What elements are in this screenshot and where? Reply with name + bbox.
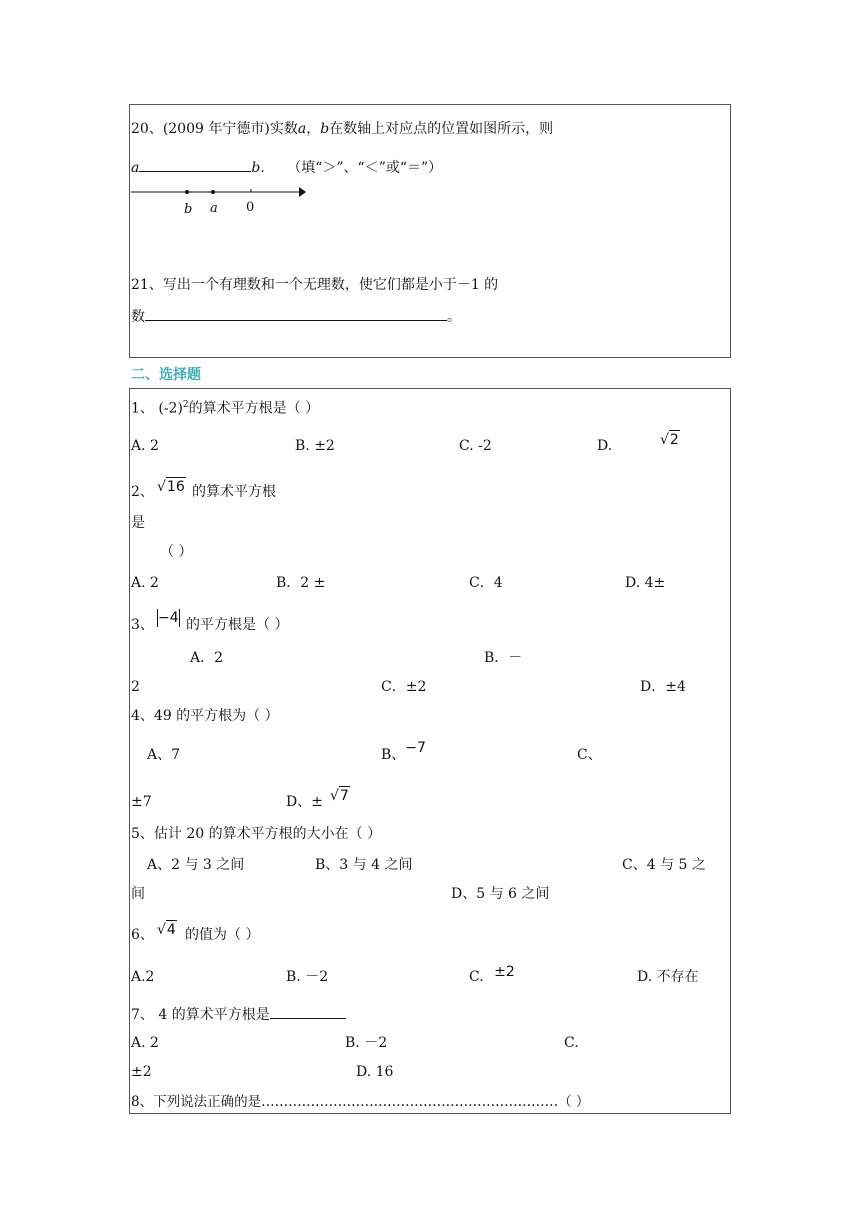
q2-num: 2、 — [131, 484, 154, 500]
q3-option-a[interactable]: A．2 — [190, 650, 224, 666]
q2-option-b[interactable]: B．2 ± — [276, 575, 326, 591]
q3-option-b-cont: 2 — [131, 679, 140, 695]
q5-option-c-cont: 间 — [131, 886, 145, 902]
q4-sqrt-7: √7 — [330, 788, 349, 804]
q1-option-c[interactable]: C. -2 — [459, 438, 492, 454]
q7-option-d[interactable]: D. 16 — [356, 1064, 394, 1080]
q2-sqrt-16: √16 — [157, 479, 185, 495]
q4-stem: 4、49 的平方根为（ ） — [131, 708, 279, 724]
q2-option-c[interactable]: C．4 — [469, 575, 503, 591]
axis-label-a: a — [210, 201, 218, 216]
q1-stem: 1、 $(-2)^2$的算术平方根是（ ） — [131, 400, 320, 417]
q21-answer-blank[interactable] — [145, 306, 447, 321]
q3-option-d[interactable]: D．±4 — [640, 679, 686, 695]
q2-stem2: 是 — [131, 515, 145, 531]
q4-option-c-cont: ±7 — [131, 794, 152, 810]
q6-num: 6、 — [131, 927, 154, 943]
q3-abs-minus4: −4 — [158, 610, 179, 626]
axis-label-zero: 0 — [246, 200, 255, 215]
q6-stem: 的值为（ ） — [185, 927, 260, 943]
q3-num: 3、 — [131, 617, 154, 633]
q7-stem: 7、 4 的算术平方根是 — [131, 1004, 346, 1024]
q5-option-c[interactable]: C、4 与 5 之 — [622, 857, 706, 873]
q7-answer-blank[interactable] — [270, 1004, 346, 1019]
q20-line2: a b. （填“＞”、“＜”或“＝”） — [131, 157, 442, 177]
axis-label-b: b — [184, 202, 193, 217]
q4-option-b[interactable]: B、−7 — [381, 740, 426, 763]
q5-option-d[interactable]: D、5 与 6 之间 — [451, 886, 550, 902]
q1-option-d[interactable]: D. — [597, 438, 613, 454]
q8-stem: 8、下列说法正确的是…………………………………………………………（ ） — [131, 1094, 590, 1110]
q7-option-c-cont: ±2 — [131, 1064, 152, 1080]
q5-stem: 5、估计 20 的算术平方根的大小在（ ） — [131, 826, 382, 842]
q6-option-c[interactable]: C. ±2 — [469, 964, 515, 985]
q7-option-c[interactable]: C. — [564, 1035, 579, 1051]
q21-line1: 21、写出一个有理数和一个无理数，使它们都是小于－1 的 — [131, 277, 499, 293]
q3-option-c[interactable]: C．±2 — [381, 679, 427, 695]
q4-option-a[interactable]: A、7 — [147, 747, 181, 763]
q21-line2: 数 。 — [131, 306, 461, 326]
q2-option-d[interactable]: D. 4± — [625, 575, 666, 591]
q3-stem: 的平方根是（ ） — [186, 617, 289, 633]
q4-option-d[interactable]: D、± — [286, 794, 323, 810]
q5-option-a[interactable]: A、2 与 3 之间 — [147, 857, 245, 873]
q4-option-c[interactable]: C、 — [577, 747, 602, 763]
q20-line1: 20、(2009 年宁德市)实数a，b在数轴上对应点的位置如图所示，则 — [131, 121, 554, 137]
q7-option-a[interactable]: A. 2 — [131, 1035, 159, 1051]
q5-option-b[interactable]: B、3 与 4 之间 — [315, 857, 413, 873]
q1-sqrt-2: √2 — [660, 432, 679, 448]
q2-paren: （ ） — [160, 544, 193, 560]
q7-option-b[interactable]: B. －2 — [345, 1035, 388, 1051]
number-line — [131, 182, 306, 204]
q1-option-a[interactable]: A. 2 — [131, 438, 159, 454]
q6-option-a[interactable]: A.2 — [131, 969, 155, 985]
q2-option-a[interactable]: A. 2 — [131, 575, 159, 591]
q1-option-b[interactable]: B. ±2 — [295, 438, 335, 454]
q3-option-b[interactable]: B．－ — [484, 650, 523, 666]
q6-option-b[interactable]: B. －2 — [286, 969, 329, 985]
q2-stem: 的算术平方根 — [192, 484, 276, 500]
q6-option-d[interactable]: D. 不存在 — [637, 969, 699, 985]
q6-sqrt-4: √4 — [157, 922, 176, 938]
section-title: 二、选择题 — [131, 367, 201, 383]
q20-answer-blank[interactable] — [139, 157, 251, 172]
